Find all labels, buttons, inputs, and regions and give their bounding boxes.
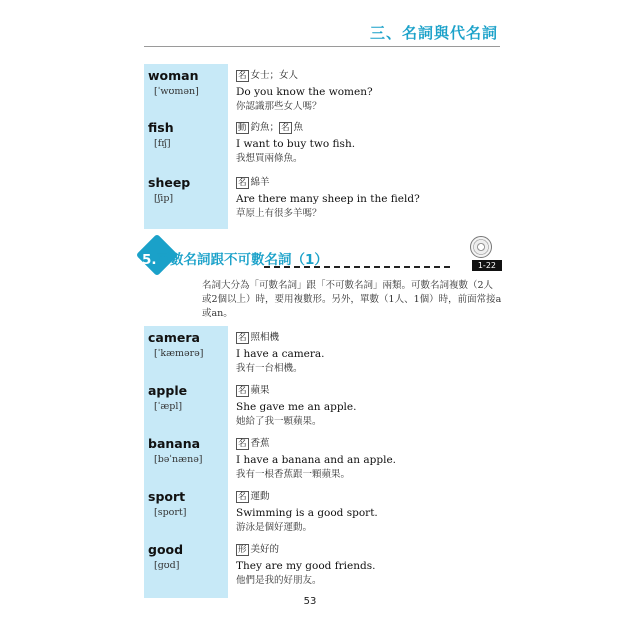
meaning: 女士；女人 — [250, 70, 299, 81]
meaning: 香蕉 — [250, 438, 270, 449]
example-english: She gave me an apple. — [236, 400, 357, 413]
example-chinese: 我有一台相機。 — [236, 362, 303, 374]
vocab-word: banana — [148, 436, 201, 451]
example-english: I have a camera. — [236, 347, 325, 360]
example-english: Are there many sheep in the field? — [236, 192, 420, 205]
part-of-speech: 動 — [238, 123, 247, 133]
vocab-entry — [144, 116, 500, 171]
part-of-speech: 名 — [238, 386, 247, 396]
vocab-entry — [144, 485, 500, 538]
section-title: 5.可數名詞跟不可數名詞（1） — [142, 252, 328, 268]
vocab-ipa: [ʃip] — [154, 193, 174, 204]
part-of-speech: 名 — [238, 178, 247, 188]
example-english: I have a banana and an apple. — [236, 453, 397, 466]
part-of-speech: 名 — [238, 439, 247, 449]
meaning: 釣魚； — [250, 122, 280, 133]
example-english: They are my good friends. — [236, 559, 376, 572]
example-chinese: 他們是我的好朋友。 — [236, 574, 322, 586]
section-intro: 名詞大分為「可數名詞」跟「不可數名詞」兩類。可數名詞複數（2人或2個以上）時，要用複數形。另外，單數（1人、1個）時，前面常接a或an。 — [202, 280, 502, 319]
vocab-word: camera — [148, 330, 200, 345]
vocab-ipa: [gʊd] — [154, 560, 180, 571]
example-chinese: 游泳是個好運動。 — [236, 521, 313, 533]
vocab-group-2 — [144, 326, 500, 598]
vocab-word: woman — [148, 68, 199, 83]
vocab-ipa: [fɪʃ] — [154, 138, 171, 149]
example-english: Do you know the women? — [236, 85, 373, 98]
vocab-ipa: [ˈkæmərə] — [154, 348, 204, 359]
meaning: 綿羊 — [250, 177, 270, 188]
vocab-group-1 — [144, 64, 500, 229]
meaning: 美好的 — [250, 544, 280, 555]
vocab-word: fish — [148, 120, 174, 135]
section-heading — [136, 236, 502, 276]
vocab-ipa: [bəˈnænə] — [154, 454, 203, 465]
audio-track-label: 1-22 — [472, 260, 502, 271]
example-english: I want to buy two fish. — [236, 137, 356, 150]
example-chinese: 她給了我一顆蘋果。 — [236, 415, 322, 427]
chapter-title: 三、名詞與代名詞 — [369, 24, 498, 42]
part-of-speech: 名 — [238, 71, 247, 81]
part-of-speech: 形 — [238, 545, 247, 555]
vocab-entry — [144, 171, 500, 229]
vocab-entry — [144, 64, 500, 116]
example-english: Swimming is a good sport. — [236, 506, 378, 519]
example-chinese: 我想買兩條魚。 — [236, 152, 303, 164]
example-chinese: 草原上有很多羊嗎？ — [236, 207, 322, 219]
part-of-speech: 名 — [238, 492, 247, 502]
vocab-word: sheep — [148, 175, 191, 190]
part-of-speech: 名 — [281, 123, 290, 133]
example-chinese: 我有一根香蕉跟一顆蘋果。 — [236, 468, 351, 480]
vocab-entry — [144, 326, 500, 379]
meaning: 蘋果 — [250, 385, 270, 396]
vocab-word: sport — [148, 489, 186, 504]
meaning: 運動 — [250, 491, 270, 502]
vocab-entry — [144, 379, 500, 432]
header-divider — [144, 46, 500, 47]
vocab-entry — [144, 538, 500, 598]
example-chinese: 你認識那些女人嗎？ — [236, 100, 322, 112]
vocab-ipa: [sport] — [154, 507, 187, 518]
vocab-ipa: [ˈæpl] — [154, 401, 183, 412]
vocab-word: apple — [148, 383, 188, 398]
vocab-entry — [144, 432, 500, 485]
meaning: 照相機 — [250, 332, 280, 343]
vocab-ipa: [ˈwʊmən] — [154, 86, 199, 97]
page-number: 53 — [303, 596, 317, 607]
audio-cd-icon — [470, 236, 492, 258]
part-of-speech: 名 — [238, 333, 247, 343]
vocab-word: good — [148, 542, 184, 557]
meaning: 魚 — [293, 122, 304, 133]
dashed-divider — [264, 266, 450, 268]
